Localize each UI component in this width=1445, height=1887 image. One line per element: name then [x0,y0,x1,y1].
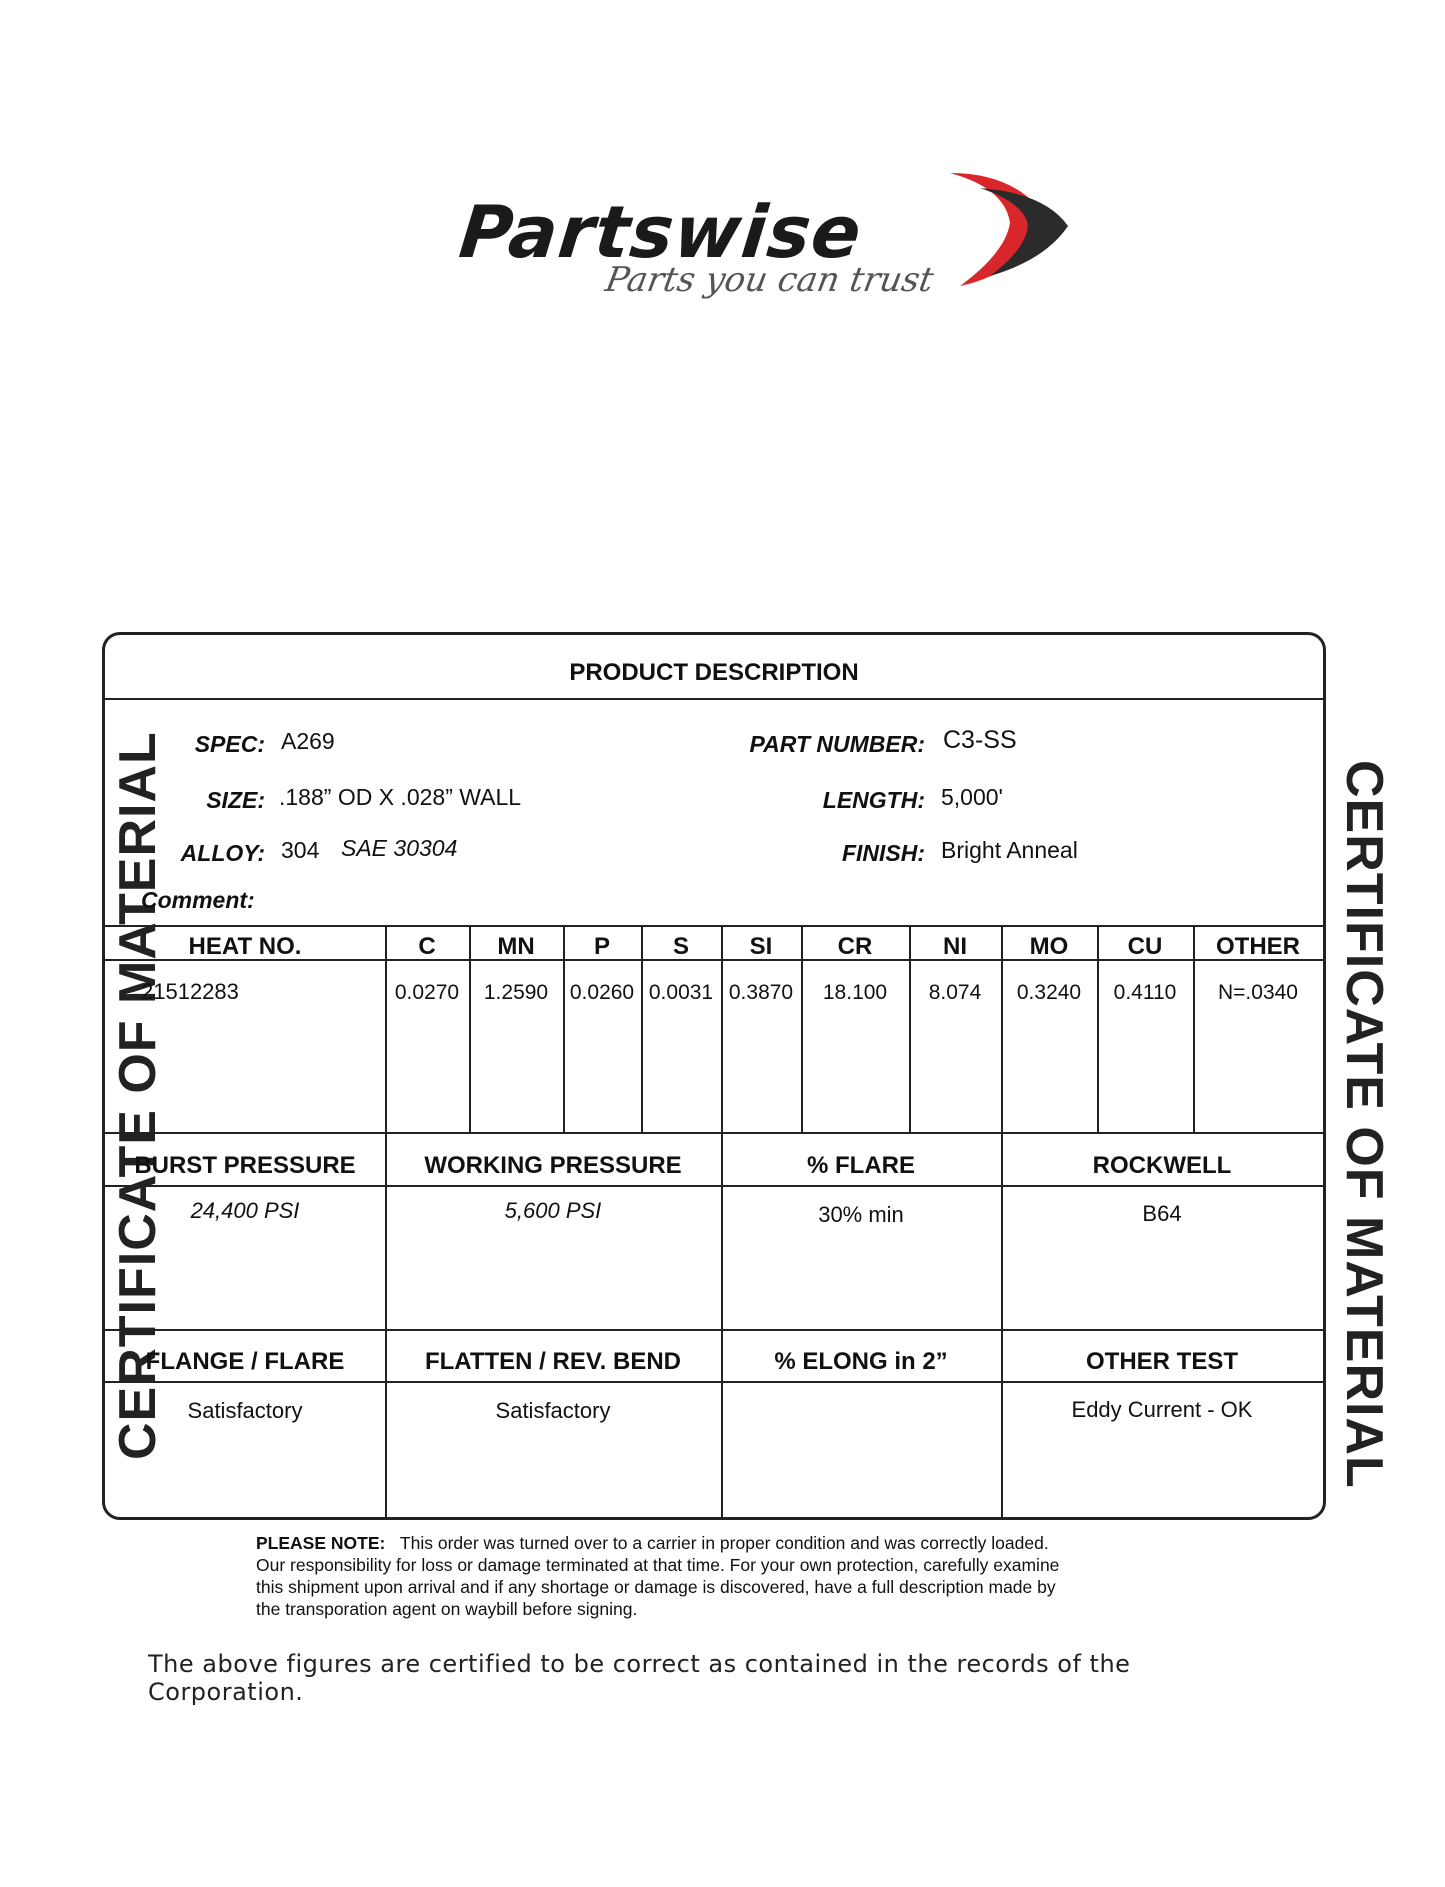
chem-header-other: OTHER [1216,933,1300,960]
divider [105,1185,1323,1187]
finish-value: Bright Anneal [941,837,1078,863]
part-number-value: C3-SS [943,726,1017,754]
chem-header-mo: MO [1029,933,1069,960]
test-value-flare: 30% min [818,1202,904,1227]
divider [105,1381,1323,1383]
length-value: 5,000' [941,784,1003,810]
please-note [256,1532,1196,1620]
spec-label: SPEC: [194,731,265,757]
test-value-working-pressure: 5,600 PSI [504,1198,602,1223]
alloy-label: ALLOY: [180,840,265,866]
test-value-flatten-rev-bend: Satisfactory [495,1398,611,1423]
test-header-rockwell: ROCKWELL [1092,1152,1232,1179]
size-label: SIZE: [206,787,265,813]
logo-brand-text: Partswise [455,190,866,274]
chem-header-c: C [418,933,436,960]
spec-value: A269 [281,728,335,754]
chem-header-p: P [593,933,610,960]
chem-header-cr: CR [837,933,873,960]
product-description-title: PRODUCT DESCRIPTION [569,659,859,686]
chem-value-other: N=.0340 [1218,981,1298,1004]
chem-value-p: 0.0260 [569,981,635,1004]
logo-tagline: Parts you can trust [602,260,937,300]
side-title-left: CERTIFICATE OF MATERIAL [109,731,167,1460]
chem-value-heat-no: 21512283 [141,979,239,1004]
alloy-value: 304 [281,837,320,863]
part-number-label: PART NUMBER: [749,731,925,757]
company-logo [440,150,1080,310]
chem-header-mn: MN [497,933,535,960]
test-header-burst-pressure: BURST PRESSURE [134,1152,356,1179]
certificate-table-frame [102,632,1326,1520]
chem-value-mo: 0.3240 [1016,981,1082,1004]
test-header-flatten-rev-bend: FLATTEN / REV. BEND [424,1348,682,1375]
divider [105,1132,1323,1134]
chem-header-s: S [672,933,689,960]
test-value-burst-pressure: 24,400 PSI [190,1198,300,1223]
side-title-right: CERTIFICATE OF MATERIAL [1335,760,1393,1489]
chem-value-ni: 8.074 [928,981,982,1004]
divider [105,925,1323,927]
divider [105,698,1323,700]
test-header-working-pressure: WORKING PRESSURE [424,1152,682,1179]
size-value: .188” OD X .028” WALL [279,784,522,810]
note-text-1: This order was turned over to a carrier in proper condition and was correctly loaded. [399,1533,1049,1553]
chem-header-ni: NI [943,933,967,960]
chem-header-heat-no: HEAT NO. [188,933,302,960]
chem-header-cu: CU [1127,933,1163,960]
comment-label: Comment: [141,887,255,913]
chem-value-cr: 18.100 [822,981,888,1004]
length-label: LENGTH: [822,787,925,813]
note-line-3: this shipment upon arrival and if any shortage or damage is discovered, have a full description made by [256,1577,1056,1597]
test-header-other-test: OTHER TEST [1085,1348,1238,1375]
finish-label: FINISH: [841,840,925,866]
divider [105,1329,1323,1331]
alloy-extra-value: SAE 30304 [341,835,458,861]
chem-value-mn: 1.2590 [483,981,549,1004]
test-header-flange-flare: FLANGE / FLARE [145,1348,345,1375]
note-line-4: the transporation agent on waybill before signing. [256,1599,638,1619]
note-line-2: Our responsibility for loss or damage terminated at that time. For your own protection, carefully examine [256,1555,1060,1575]
certification-statement: The above figures are certified to be correct as contained in the records of the Corporation. [148,1650,1131,1706]
note-line-1 [256,1532,1196,1554]
test-header-flare: % FLARE [807,1152,915,1179]
chem-value-cu: 0.4110 [1113,981,1177,1004]
note-label: PLEASE NOTE: [256,1533,386,1553]
logo-swoosh-icon [950,168,1070,288]
chem-value-s: 0.0031 [648,981,714,1004]
test-value-flange-flare: Satisfactory [187,1398,303,1423]
test-value-rockwell: B64 [1142,1201,1182,1226]
chem-header-si: SI [749,933,773,960]
chem-value-si: 0.3870 [728,981,794,1004]
test-value-other-test: Eddy Current - OK [1071,1397,1253,1422]
test-header-elong: % ELONG in 2” [774,1348,948,1375]
chem-value-c: 0.0270 [394,981,460,1004]
